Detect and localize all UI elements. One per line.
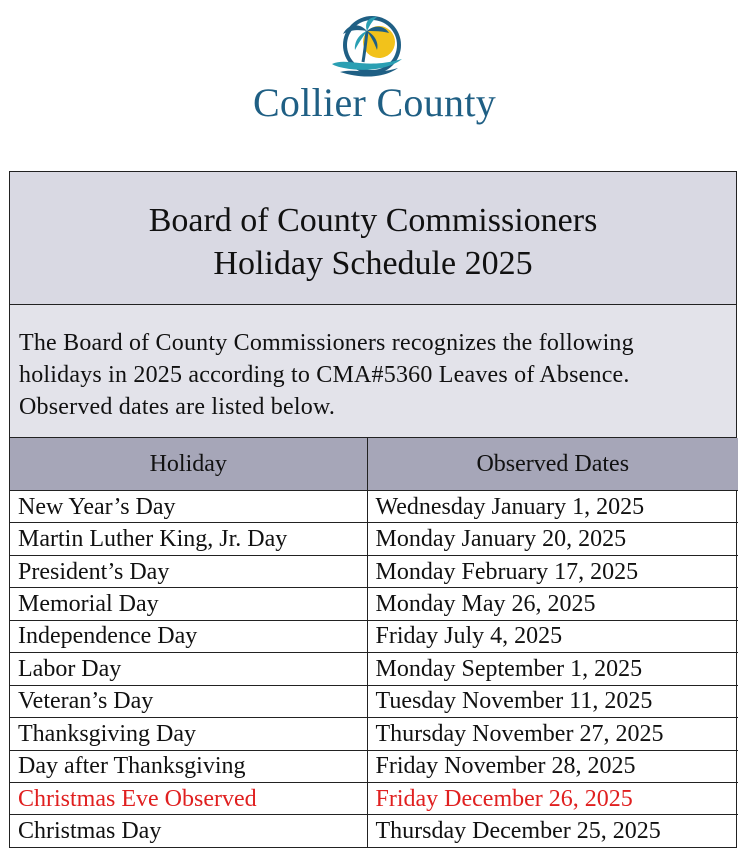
schedule-title-box	[10, 172, 736, 305]
table-header-row	[10, 438, 738, 491]
observed-date: Thursday November 27, 2025	[367, 718, 738, 750]
schedule-title-line-1: Board of County Commissioners	[148, 202, 598, 239]
table-row	[10, 815, 738, 847]
table-row-highlighted	[10, 782, 738, 814]
holiday-name: Christmas Eve Observed	[10, 782, 367, 814]
collier-county-logo	[0, 0, 749, 150]
observed-date: Monday May 26, 2025	[367, 588, 738, 620]
intro-line-2: holidays in 2025 according to CMA#5360 Leaves of Absence.	[19, 362, 630, 388]
holiday-name: Independence Day	[10, 620, 367, 652]
logo-wordmark	[0, 78, 749, 128]
observed-date: Monday January 20, 2025	[367, 523, 738, 555]
holiday-schedule-document	[9, 171, 737, 848]
observed-date: Monday September 1, 2025	[367, 653, 738, 685]
intro-line-1: The Board of County Commissioners recognizes the following	[19, 330, 634, 356]
table-row	[10, 750, 738, 782]
column-header-observed-dates: Observed Dates	[367, 438, 738, 491]
holiday-name: Labor Day	[10, 653, 367, 685]
holiday-name: Day after Thanksgiving	[10, 750, 367, 782]
table-row	[10, 718, 738, 750]
table-row	[10, 685, 738, 717]
holiday-name: President’s Day	[10, 555, 367, 587]
observed-date: Thursday December 25, 2025	[367, 815, 738, 847]
schedule-title-line-2: Holiday Schedule 2025	[213, 245, 533, 282]
table-row	[10, 523, 738, 555]
holiday-name: Memorial Day	[10, 588, 367, 620]
observed-date: Friday July 4, 2025	[367, 620, 738, 652]
column-header-holiday: Holiday	[10, 438, 367, 491]
intro-line-3: Observed dates are listed below.	[19, 394, 336, 420]
observed-date: Wednesday January 1, 2025	[375, 493, 645, 520]
palm-tree-sun-icon	[326, 12, 408, 82]
observed-date: Friday November 28, 2025	[367, 750, 738, 782]
holiday-name: Christmas Day	[10, 815, 367, 847]
table-row	[10, 620, 738, 652]
holiday-name: Veteran’s Day	[10, 685, 367, 717]
table-row	[10, 588, 738, 620]
holiday-name: Martin Luther King, Jr. Day	[10, 523, 367, 555]
table-row	[10, 491, 738, 523]
holiday-name: Thanksgiving Day	[10, 718, 367, 750]
holiday-table	[10, 438, 738, 847]
observed-date: Monday February 17, 2025	[367, 555, 738, 587]
table-row	[10, 653, 738, 685]
observed-date: Friday December 26, 2025	[367, 782, 738, 814]
observed-date: Tuesday November 11, 2025	[367, 685, 738, 717]
logo-wordmark-text: Collier County	[252, 80, 497, 125]
table-row	[10, 555, 738, 587]
intro-paragraph	[10, 305, 736, 438]
holiday-name: New Year’s Day	[10, 491, 367, 523]
